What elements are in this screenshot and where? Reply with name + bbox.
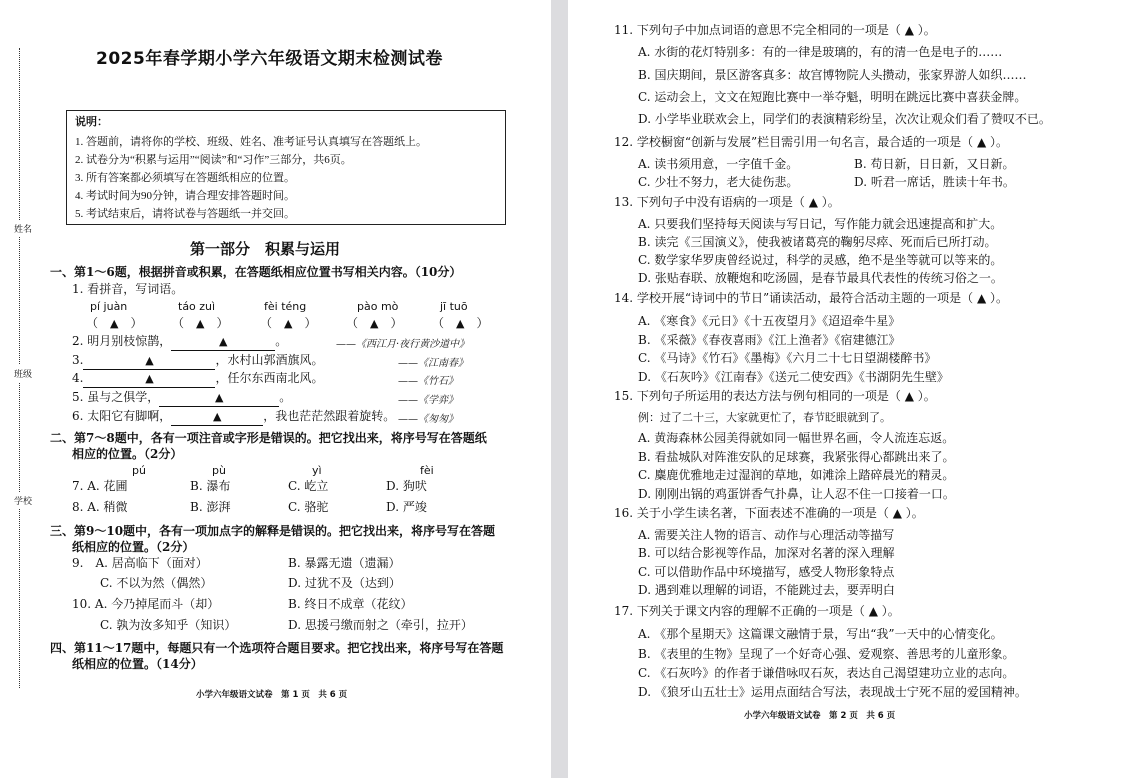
triangle-icon: ▲ (196, 317, 205, 330)
q5-text-a: 5. 虽与之俱学， (72, 390, 160, 404)
section-1-heading: 一、第1～6题，根据拼音或积累，在答题纸相应位置书写相关内容。（10分） (50, 265, 462, 279)
q12-stem: 12. 学校橱窗“创新与发展”栏目需引用一句名言，最合适的一项是（ ▲ ）。 (614, 135, 1009, 149)
q2-source: ——《西江月·夜行黄沙道中》 (336, 339, 470, 350)
q13-option-b: B. 读完《三国演义》，使我被诸葛亮的鞠躬尽瘁、死而后已所打动。 (638, 235, 997, 249)
answer-box-5: （ ▲ ） (432, 316, 489, 330)
q2-text-a: 2. 明月别枝惊鹊， (72, 334, 172, 348)
q9-option-c: C. 不以为然（偶然） (100, 576, 213, 590)
instruction-item: 3. 所有答案都必须填写在答题纸相应的位置。 (75, 172, 295, 184)
triangle-icon: ▲ (145, 354, 154, 367)
q11-option-d: D. 小学毕业联欢会上，同学们的表演精彩纷呈，次次让观众们看了赞叹不已。 (638, 112, 1051, 126)
q4-source: ——《竹石》 (398, 376, 458, 387)
q7-pinyin-d: fèi (420, 464, 434, 477)
section-4-heading-2: 纸相应的位置。（14分） (72, 657, 203, 671)
page-footer-1: 小学六年级语文试卷 第 1 页 共 6 页 (196, 690, 348, 700)
pinyin-2: táo zuì (178, 300, 216, 313)
triangle-icon: ▲ (110, 317, 119, 330)
page-footer-2: 小学六年级语文试卷 第 2 页 共 6 页 (744, 711, 896, 721)
q6 (72, 408, 395, 426)
answer-box-3: （ ▲ ） (260, 316, 317, 330)
q9-option-d: D. 过犹不及（达到） (288, 576, 401, 590)
exam-page-2 (568, 0, 1124, 778)
exam-title: 2025年春学期小学六年级语文期末检测试卷 (96, 49, 443, 69)
q13-stem: 13. 下列句子中没有语病的一项是（ ▲ ）。 (614, 195, 840, 209)
q10-option-c: C. 孰为汝多知乎（知识） (100, 618, 237, 632)
q5-source: ——《学弈》 (398, 395, 458, 406)
q5 (72, 389, 291, 407)
q4-text-a: 4. (72, 371, 84, 385)
pinyin-3: fèi téng (264, 300, 307, 313)
q11-option-b: B. 国庆期间，景区游客真多：故宫博物院人头攒动，张家界游人如织…… (638, 68, 1027, 82)
q15-example: 例：过了二十三，大家就更忙了，春节眨眼就到了。 (638, 411, 891, 424)
q16-option-d: D. 遇到难以理解的词语，不能跳过去，要弄明白 (638, 583, 895, 597)
instruction-item: 2. 试卷分为“积累与运用”“阅读”和“习作”三部分，共6页。 (75, 154, 352, 166)
q3-blank (83, 352, 215, 370)
triangle-icon: ▲ (284, 317, 293, 330)
q7-pinyin-c: yì (312, 464, 322, 477)
q17-stem: 17. 下列关于课文内容的理解不正确的一项是（ ▲ ）。 (614, 604, 900, 618)
q10-option-a: 10. A. 今乃掉尾而斗（却） (72, 597, 220, 611)
q11-option-c: C. 运动会上，文文在短跑比赛中一举夺魁，明明在跳远比赛中喜获金牌。 (638, 90, 1027, 104)
triangle-icon: ▲ (219, 335, 228, 348)
q16-option-b: B. 可以结合影视等作品，加深对名著的深入理解 (638, 546, 895, 560)
section-3-heading-2: 纸相应的位置。（2分） (72, 540, 195, 554)
q14-option-c: C. 《马诗》《竹石》《墨梅》《六月二十七日望湖楼醉书》 (638, 351, 937, 365)
q16-stem: 16. 关于小学生读名著，下面表述不准确的一项是（ ▲ ）。 (614, 506, 924, 520)
q7-option-c: C. 屹立 (288, 479, 329, 493)
q14-option-d: D. 《石灰吟》《江南春》《送元二使安西》《书湖阴先生壁》 (638, 370, 949, 384)
q16-option-a: A. 需要关注人物的语言、动作与心理活动等描写 (638, 528, 895, 542)
exam-page-1 (0, 0, 551, 778)
q4-text-b: ，任尔东西南北风。 (215, 371, 324, 385)
answer-box-4: （ ▲ ） (346, 316, 403, 330)
q6-source: ——《匆匆》 (398, 414, 458, 425)
q9-option-b: B. 暴露无遗（遗漏） (288, 556, 401, 570)
q17-option-a: A. 《那个星期天》这篇课文融情于景，写出“我”一天中的心情变化。 (638, 627, 1003, 641)
pinyin-4: pào mò (357, 300, 399, 313)
q10-option-b: B. 终日不成章（花纹） (288, 597, 413, 611)
q7-pinyin-a: pú (132, 464, 146, 477)
q5-text-b: 。 (279, 390, 292, 404)
q15-stem: 15. 下列句子所运用的表达方法与例句相同的一项是（ ▲ ）。 (614, 389, 936, 403)
answer-box-2: （ ▲ ） (172, 316, 229, 330)
instruction-item: 5. 考试结束后，请将试卷与答题纸一并交回。 (75, 208, 295, 220)
q6-text-b: ，我也茫茫然跟着旋转。 (263, 409, 396, 423)
side-label-school: 学校 (14, 492, 32, 509)
q6-text-a: 6. 太阳它有脚啊， (72, 409, 172, 423)
section-2-heading-1: 二、第7～8题中，各有一项注音或字形是错误的。把它找出来，将序号写在答题纸 (50, 431, 487, 445)
q15-option-a: A. 黄海森林公园美得就如同一幅世界名画，令人流连忘返。 (638, 431, 955, 445)
q8-option-c: C. 骆驼 (288, 500, 329, 514)
q15-option-b: B. 看盐城队对阵淮安队的足球赛，我紧张得心都跳出来了。 (638, 450, 955, 464)
q3-text-a: 3. (72, 353, 84, 367)
page-gap (551, 0, 568, 778)
q6-blank (171, 408, 263, 426)
instructions-heading: 说明： (75, 116, 108, 128)
q3-source: ——《江南春》 (398, 358, 468, 369)
q14-stem: 14. 学校开展“诗词中的节日”诵读活动，最符合活动主题的一项是（ ▲ ）。 (614, 291, 1009, 305)
triangle-icon: ▲ (215, 391, 224, 404)
q17-option-c: C. 《石灰吟》的作者于谦借咏叹石灰，表达自己渴望建功立业的志向。 (638, 666, 1015, 680)
instruction-item: 1. 答题前，请将你的学校、班级、姓名、准考证号认真填写在答题纸上。 (75, 136, 427, 148)
q8-option-a: 8. A. 稍微 (72, 500, 128, 514)
q11-option-a: A. 水街的花灯特别多：有的一律是玻璃的，有的清一色是电子的…… (638, 45, 1003, 59)
q13-option-a: A. 只要我们坚持每天阅读与写日记，写作能力就会迅速提高和扩大。 (638, 217, 1003, 231)
q2-blank (171, 333, 275, 351)
q3 (72, 352, 323, 370)
side-label-name: 姓名 (14, 220, 32, 237)
q17-option-d: D. 《狼牙山五壮士》运用点面结合写法，表现战士宁死不屈的爱国精神。 (638, 685, 1027, 699)
q16-option-c: C. 可以借助作品中环境描写，感受人物形象特点 (638, 565, 895, 579)
q11-stem: 11. 下列句子中加点词语的意思不完全相同的一项是（ ▲ ）。 (614, 23, 936, 37)
q10-option-d: D. 思援弓缴而射之（牵引，拉开） (288, 618, 473, 632)
answer-box-1: （ ▲ ） (86, 316, 143, 330)
triangle-icon: ▲ (370, 317, 379, 330)
q12-option-b: B. 苟日新，日日新，又日新。 (854, 157, 1015, 171)
q4 (72, 370, 323, 388)
q9-option-a: 9. A. 居高临下（面对） (72, 556, 208, 570)
q7-option-a: 7. A. 花圃 (72, 479, 128, 493)
section-4-heading-1: 四、第11～17题中，每题只有一个选项符合题目要求。把它找出来，将序号写在答题 (50, 641, 504, 655)
q7-option-d: D. 狗吠 (386, 479, 427, 493)
instruction-item: 4. 考试时间为90分钟，请合理安排答题时间。 (75, 190, 295, 202)
pinyin-1: pí juàn (90, 300, 128, 313)
side-label-class: 班级 (14, 365, 32, 382)
q12-option-c: C. 少壮不努力，老大徒伤悲。 (638, 175, 799, 189)
triangle-icon: ▲ (213, 410, 222, 423)
q8-option-b: B. 澎湃 (190, 500, 231, 514)
q17-option-b: B. 《表里的生物》呈现了一个好奇心强、爱观察、善思考的儿童形象。 (638, 647, 1015, 661)
q3-text-b: ，水村山郭酒旗风。 (215, 353, 324, 367)
q7-pinyin-b: pù (212, 464, 226, 477)
pinyin-5: jī tuō (440, 300, 468, 313)
q8-option-d: D. 严竣 (386, 500, 427, 514)
q5-blank (159, 389, 279, 407)
instructions-box (66, 110, 506, 225)
q12-option-a: A. 读书须用意，一字值千金。 (638, 157, 799, 171)
triangle-icon: ▲ (145, 372, 154, 385)
section-3-heading-1: 三、第9～10题中，各有一项加点字的解释是错误的。把它找出来，将序号写在答题 (50, 524, 496, 538)
q15-option-d: D. 刚刚出锅的鸡蛋饼香气扑鼻，让人忍不住一口接着一口。 (638, 487, 955, 501)
q14-option-b: B. 《采薇》《春夜喜雨》《江上渔者》《宿建德江》 (638, 333, 901, 347)
q15-option-c: C. 麋鹿优雅地走过湿润的草地，如滩涂上踏碎晨光的精灵。 (638, 468, 955, 482)
q1-label: 1. 看拼音，写词语。 (72, 282, 184, 296)
section-2-heading-2: 相应的位置。（2分） (72, 447, 183, 461)
q13-option-c: C. 数学家华罗庚曾经说过，科学的灵感，绝不是坐等就可以等来的。 (638, 253, 1003, 267)
q13-option-d: D. 张贴春联、放鞭炮和吃汤圆，是春节最具代表性的传统习俗之一。 (638, 271, 1003, 285)
q2 (72, 333, 287, 351)
q12-option-d: D. 听君一席话，胜读十年书。 (854, 175, 1015, 189)
q4-blank (83, 370, 215, 388)
part-title: 第一部分 积累与运用 (190, 240, 341, 258)
q14-option-a: A. 《寒食》《元日》《十五夜望月》《迢迢牵牛星》 (638, 314, 901, 328)
q2-text-b: 。 (275, 334, 288, 348)
triangle-icon: ▲ (456, 317, 465, 330)
q7-option-b: B. 瀑布 (190, 479, 231, 493)
